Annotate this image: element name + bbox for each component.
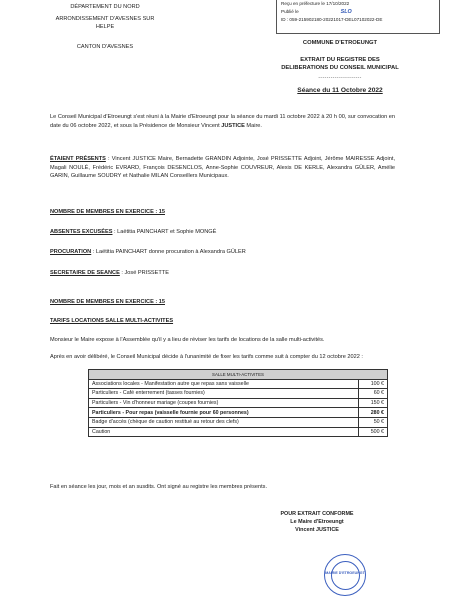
members-count-1: NOMBRE DE MEMBRES EN EXERCICE : 15 (50, 209, 165, 215)
procuration-label: PROCURATION (50, 249, 92, 255)
seance-date: Séance du 11 Octobre 2022 (297, 87, 383, 94)
title-separator: --------------------- (318, 75, 362, 81)
table-row (89, 417, 388, 427)
tariff-label: Particuliers - Vin d'honneur mariage (coupes fournies) (89, 398, 359, 408)
slo-stamp: SLO (340, 8, 352, 15)
expose-paragraph: Monsieur le Maire expose à l'Assemblée qu'il y a lieu de réviser les tarifs de locations de la salle multi-activités. (50, 337, 325, 343)
tariff-label: Particuliers - Café enterrement (tasses fournies) (89, 389, 359, 399)
tariff-price: 500 € (359, 427, 388, 437)
mayor-name: JUSTICE (221, 122, 245, 129)
tariff-price: 150 € (359, 398, 388, 408)
secretaire-paragraph: SECRETAIRE DE SEANCE : José PRISSETTE (50, 270, 169, 276)
seal-inner-ring (331, 561, 360, 590)
intro-paragraph: Le Conseil Municipal d'Etroeungt s'est réuni à la Mairie d'Etroeungt pour la séance du mardi 11 octobre 2022 à 20 h 00, sur convocation en date du 06 octobre 2022, et sous la Présidence de Monsieur Vincent JUSTICE Maire. (50, 114, 395, 129)
arrondissement-label: ARRONDISSEMENT D'AVESNES SUR HELPE (55, 16, 155, 30)
signature-line3: Vincent JUSTICE (295, 527, 339, 533)
tariff-label: Badge d'accès (chèque de caution restitué au retour des clefs) (89, 417, 359, 427)
register-title-line2: DELIBERATIONS DU CONSEIL MUNICIPAL (281, 65, 399, 71)
tariff-price: 60 € (359, 389, 388, 399)
signature-line1: POUR EXTRAIT CONFORME (280, 511, 354, 517)
department-label: DÉPARTEMENT DU NORD (70, 4, 140, 10)
mairie-seal (324, 554, 366, 596)
register-title-line1: EXTRAIT DU REGISTRE DES (300, 57, 380, 63)
signature-line2: Le Maire d'Etroeungt (290, 519, 344, 525)
table-row (89, 427, 388, 437)
tariff-label: Particuliers - Pour repas (vaisselle fournie pour 60 personnes) (89, 408, 359, 418)
absents-label: ABSENTES EXCUSÉES (50, 229, 113, 235)
tariff-label: Associations locales - Manifestation autre que repas sans vaisselle (89, 379, 359, 389)
commune-name: COMMUNE D'ETROEUNGT (302, 40, 378, 46)
procuration-paragraph: PROCURATION : Laëtitia PAINCHART donne procuration à Alexandra GÜLER (50, 249, 246, 255)
tariff-price: 280 € (359, 408, 388, 418)
receipt-id: ID : 059-215902180-20221017-DEL07102022-DE (281, 17, 383, 23)
tariff-price: 100 € (359, 379, 388, 389)
prefecture-receipt-box (276, 0, 440, 34)
tarifs-title: TARIFS LOCATIONS SALLE MULTI-ACTIVITES (50, 318, 174, 324)
receipt-date: Reçu en préfecture le 17/10/2022 (281, 1, 350, 6)
closing-paragraph: Fait en séance les jour, mois et an susdits. Ont signé au registre les membres présents. (50, 484, 268, 490)
canton-label: CANTON D'AVESNES (76, 44, 134, 50)
seal-text: MAIRIE D'ETROEUNGT (325, 571, 365, 575)
tariff-label: Caution (89, 427, 359, 437)
secretaire-label: SECRETAIRE DE SEANCE (50, 270, 120, 276)
members-count-2: NOMBRE DE MEMBRES EN EXERCICE : 15 (50, 299, 165, 305)
tariff-table-header: SALLE MULTI-ACTIVITES (89, 370, 388, 380)
tariff-price: 50 € (359, 417, 388, 427)
table-row (89, 398, 388, 408)
presents-paragraph: ÉTAIENT PRÉSENTS : Vincent JUSTICE Maire, Bernadette GRANDIN Adjointe, José PRISSETTE Adjoint, Jérôme MAIRESSE Adjoint, Magali NOULÉ, Frédéric EVRARD, François DESENCLOS, Anne-Sophie COUVREUR, Alexis DE KERLE, Alexandra GÜLER, Amélie GARIN, Guillaume SOUDRY et Nathalie MILAN Conseillers Municipaux. (50, 156, 395, 180)
table-row (89, 408, 388, 418)
absents-paragraph: ABSENTES EXCUSÉES : Laëtitia PAINCHART et Sophie MONGÉ (50, 229, 217, 235)
presents-label: ÉTAIENT PRÉSENTS (50, 156, 106, 162)
decision-paragraph: Après en avoir délibéré, le Conseil Municipal décide à l'unanimité de fixer les tarifs comme suit à compter du 12 octobre 2022 : (50, 354, 363, 360)
receipt-publication: Publié le SLO (281, 8, 352, 15)
table-row (89, 389, 388, 399)
table-row (89, 379, 388, 389)
tariff-table (88, 369, 388, 437)
